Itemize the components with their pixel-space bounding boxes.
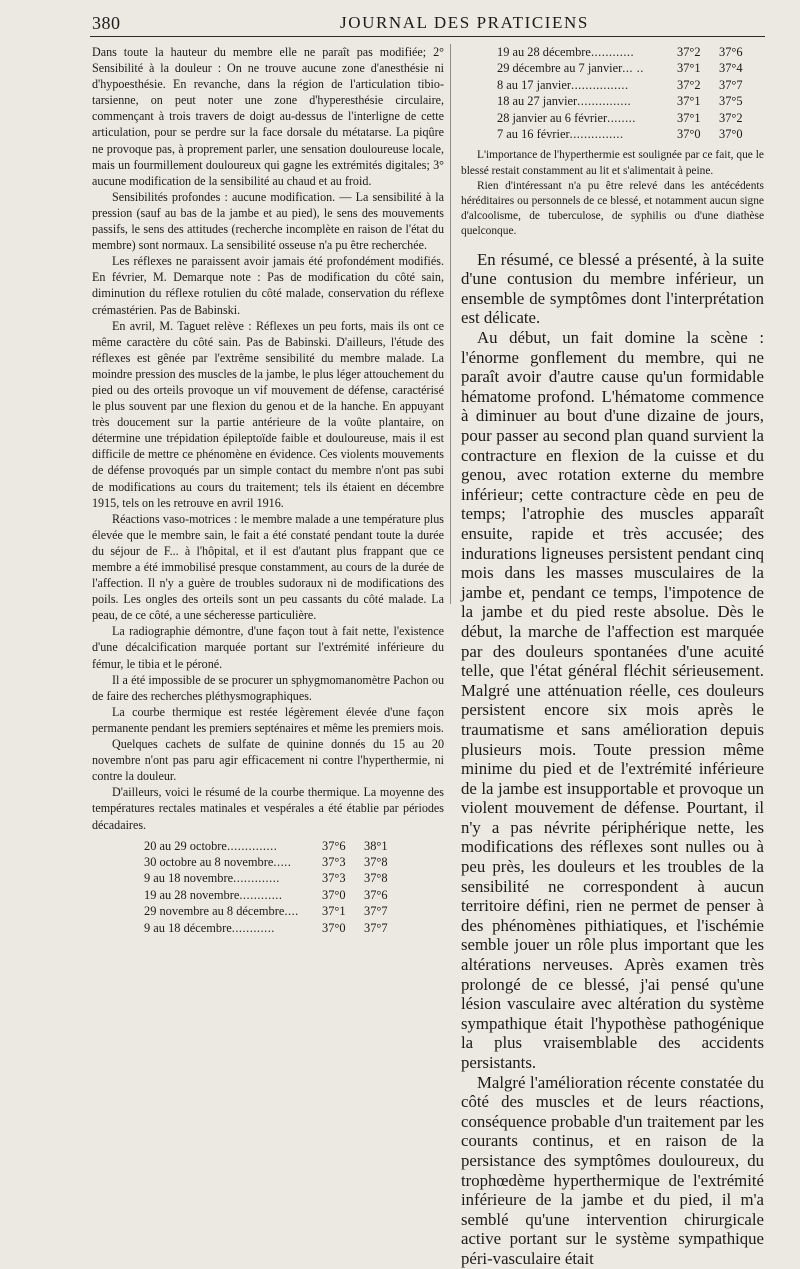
paragraph-au-debut: Au début, un fait domine la scène : l'énorme gonflement du membre, qui ne paraît avoir d'autre cause qu'un formidable hématome profond. L'hématome commence à diminuer au bout d'une dizaine de jours, pour passer au second plan quand survient la contracture en flexion de la cuisse et du genou, avec rotation externe du membre inférieur; cette contracture cède en peu de temps; l'atrophie des muscles apparaît ensuite, rapide et très accusée; des indurations ligneuses persistent pendant cinq mois dans les masses musculaires de la jambe et, pendant ce temps, l'impotence de la jambe et du pied reste absolue. Dès le début, la marche de l'affection est marquée par des douleurs spontanées d'une acuité telle, que l'état général fléchit sérieusement. Malgré une atténuation réelle, ces douleurs persistent encore six mois après le traumatisme et sans amélioration depuis plusieurs mois. Toute pression même minime du pied et de l'extrémité inférieure de la jambe est insupportable et provoque un violent mouvement de défense. Pourtant, il n'y a pas névrite périphérique nette, les modifications des réflexes sont nulles ou à peu près, les douleurs et les troubles de la sensibilité ne correspondent à aucun territoire défini, rien ne permet de penser à des phénomènes pithiatiques, et l'ischémie semble jouer un rôle plus important que les altérations nerveuses. Après examen très prolongé de ce blessé, j'ai pensé qu'une lésion vasculaire avec altération du système sympathique était l'hypothèse pathogénique la plus vraisemblable des accidents persistants. <box>461 328 764 1072</box>
paragraph-en-resume: En résumé, ce blessé a présenté, à la suite d'une contusion du membre inférieur, un ensemble de symptômes dont l'interprétation est délicate. <box>461 249 764 328</box>
evening-temp-cell: 37°5 <box>719 94 743 109</box>
column-divider <box>450 44 451 604</box>
morning-temp-cell: 37°1 <box>322 904 346 919</box>
table-row: 9 au 18 novembre............. 37°3 37°8 <box>144 871 388 886</box>
paragraph-hyperthermie: L'importance de l'hyperthermie est soulignée par ce fait, que le blessé restait constamment au lit et s'alimentait à peine. <box>461 149 764 177</box>
table-row: 28 janvier au 6 février........ 37°1 37°2 <box>497 110 743 125</box>
evening-temp-cell: 37°6 <box>719 45 743 59</box>
period-cell: 30 octobre au 8 novembre <box>144 855 274 869</box>
period-cell: 7 au 16 février <box>497 127 570 142</box>
paragraph-resume-courbe: D'ailleurs, voici le résumé de la courbe thermique. La moyenne des températures rectales matinales et vespérales a été établie par périodes décadaires. <box>92 785 444 832</box>
period-cell: 19 au 28 décembre <box>497 45 591 59</box>
evening-temp-cell: 37°7 <box>364 920 388 935</box>
morning-temp-cell: 37°2 <box>677 77 701 92</box>
evening-temp-cell: 37°6 <box>364 887 388 902</box>
morning-temp-cell: 37°1 <box>677 94 701 109</box>
morning-temp-cell: 37°3 <box>322 855 346 869</box>
right-column <box>461 44 764 1269</box>
left-column <box>92 44 444 936</box>
morning-temp-cell: 37°2 <box>677 45 701 59</box>
paragraph-sensibilite: Dans toute la hauteur du membre elle ne paraît pas modifiée; 2° Sensibilité à la douleur : On ne trouve aucune zone d'anesthésie ni d'hypoesthésie. En revanche, dans la région de l'articulation tibio-tarsienne, on peut noter une zone d'hyperesthésie circulaire, commençant à trois travers de doigt au-dessus de l'interligne de cette articulation, pour se perdre sur la face dorsale du métatarse. La piqûre ne provoque pas, à proprement parler, une sensation douloureuse locale, mais un fourmillement douloureux qui gagne les extrémités digitales; 3° aucune modification de la sensibilité au chaud et au froid. <box>92 45 444 188</box>
page-number: 380 <box>92 13 121 33</box>
period-cell: 29 décembre au 7 janvier <box>497 61 623 76</box>
period-cell: 29 novembre au 8 décembre <box>144 904 285 919</box>
paragraph-quinine: Quelques cachets de sulfate de quinine donnés du 15 au 20 novembre n'ont pas paru agir efficacement ni contre l'hyperthermie, ni contre la douleur. <box>92 737 444 784</box>
period-cell: 9 au 18 décembre <box>144 920 232 935</box>
evening-temp-cell: 37°8 <box>364 871 388 886</box>
morning-temp-cell: 37°0 <box>677 127 701 142</box>
evening-temp-cell: 37°7 <box>364 904 388 919</box>
table-row: 9 au 18 décembre............ 37°0 37°7 <box>144 920 388 935</box>
table-row: 30 octobre au 8 novembre..... 37°3 37°8 <box>144 855 388 869</box>
evening-temp-cell: 37°0 <box>719 127 743 142</box>
evening-temp-cell: 37°4 <box>719 61 743 76</box>
journal-title: JOURNAL DES PRATICIENS <box>340 13 589 32</box>
period-cell: 8 au 17 janvier <box>497 77 571 92</box>
paragraph-reflexes: Les réflexes ne paraissent avoir jamais été profondément modifiés. En février, M. Demarque note : Pas de modification du côté sain, diminution du réflexe rotulien du côté malade, conservation du réflexe crémastérien. Pas de Babinski. <box>92 254 444 317</box>
paragraph-amelioration: Malgré l'amélioration récente constatée du côté des muscles et de leurs réactions, conséquence probable d'un traitement par les courants continus, et en raison de la persistance des symptômes douloureux, du trophœdème hyperthermique de l'extrémité inférieure de la jambe et du pied, il m'a semblé qu'une intervention chirurgicale active portant sur le système sympathique péri-vasculaire était <box>461 1072 764 1268</box>
table-row: 7 au 16 février............... 37°0 37°0 <box>497 127 743 142</box>
header-rule <box>90 36 765 37</box>
period-cell: 18 au 27 janvier <box>497 94 578 109</box>
evening-temp-cell: 38°1 <box>364 838 388 853</box>
evening-temp-cell: 37°7 <box>719 77 743 92</box>
page-header <box>0 0 800 40</box>
morning-temp-cell: 37°0 <box>322 887 346 902</box>
period-cell: 19 au 28 novembre <box>144 887 240 902</box>
table-row: 29 décembre au 7 janvier... .. 37°1 37°4 <box>497 61 743 76</box>
table-row: 20 au 29 octobre.............. 37°6 38°1 <box>144 838 388 853</box>
morning-temp-cell: 37°1 <box>677 61 701 76</box>
paragraph-courbe-thermique: La courbe thermique est restée légèrement élevée d'une façon permanente pendant les premiers septénaires et même les premiers mois. <box>92 704 444 735</box>
table-row: 18 au 27 janvier............... 37°1 37°5 <box>497 94 743 109</box>
temperature-table-right <box>497 44 743 142</box>
paragraph-radiographie: La radiographie démontre, d'une façon tout à fait nette, l'existence d'une décalcification marquée portant sur l'extrémité inférieure du fémur, le tibia et le péroné. <box>92 624 444 671</box>
morning-temp-cell: 37°3 <box>322 871 346 886</box>
morning-temp-cell: 37°1 <box>677 110 701 125</box>
table-row: 29 novembre au 8 décembre.... 37°1 37°7 <box>144 904 388 919</box>
summary-section <box>461 250 764 1269</box>
morning-temp-cell: 37°0 <box>322 920 346 935</box>
paragraph-avril: En avril, M. Taguet relève : Réflexes un peu forts, mais ils ont ce même caractère du côté sain. Pas de Babinski. D'ailleurs, l'étude des réflexes est gênée par l'extrême sensibilité du membre malade. La moindre pression des muscles de la jambe, le plus léger attouchement du pied ou des orteils provoque un vif mouvement de défense, caractérisé le plus souvent par une flexion du genou et de la hanche. En appuyant très doucement sur la partie antérieure de la voûte plantaire, on détermine une trépidation épileptoïde faible et douloureuse, mais il est difficile de mettre ce phénomène en évidence. Ces violents mouvements de défense provoqués par un simple contact du membre n'ont pas subi de modifications au cours du traitement; tels ils étaient en décembre 1915, tels on les retrouve en avril 1916. <box>92 318 444 510</box>
table-row: 19 au 28 novembre............ 37°0 37°6 <box>144 887 388 902</box>
morning-temp-cell: 37°6 <box>322 838 346 853</box>
table-row: 8 au 17 janvier................ 37°2 37°7 <box>497 77 743 92</box>
paragraph-sensibilites-profondes: Sensibilités profondes : aucune modification. — La sensibilité à la pression (sauf au bas de la jambe et au pied), le sens des mouvements passifs, le sens des attitudes (recherche incomplète en raison de l'état du membre) sont normaux. La sensibilité osseuse n'a pu être recherchée. <box>92 189 444 253</box>
table-row: 19 au 28 décembre............ 37°2 37°6 <box>497 45 743 59</box>
period-cell: 20 au 29 octobre <box>144 838 227 853</box>
period-cell: 9 au 18 novembre <box>144 871 234 886</box>
paragraph-sphygmomanometre: Il a été impossible de se procurer un sphygmomanomètre Pachon ou de faire des recherches pléthysmographiques. <box>92 672 444 703</box>
temperature-table-left <box>144 838 388 936</box>
paragraph-antecedents: Rien d'intéressant n'a pu être relevé dans les antécédents héréditaires ou personnels de ce blessé, et notamment aucun signe d'alcoolisme, de tuberculose, de syphilis ou d'une diathèse quelconque. <box>461 179 764 238</box>
evening-temp-cell: 37°2 <box>719 110 743 125</box>
paragraph-vaso-motrices: Réactions vaso-motrices : le membre malade a une température plus élevée que le membre sain, le fait a été constaté pendant toute la durée du séjour de F... à l'hôpital, et il est d'autant plus frappant que ce membre a été immobilisé presque constamment, au cours de la durée de l'affection. Il n'y a guère de troubles sudoraux ni de modifications des poils. Les ongles des orteils sont un peu cassants du côté malade. La peau, de ce côté, a une sécheresse particulière. <box>92 511 444 623</box>
period-cell: 28 janvier au 6 février <box>497 110 608 125</box>
evening-temp-cell: 37°8 <box>364 855 388 869</box>
